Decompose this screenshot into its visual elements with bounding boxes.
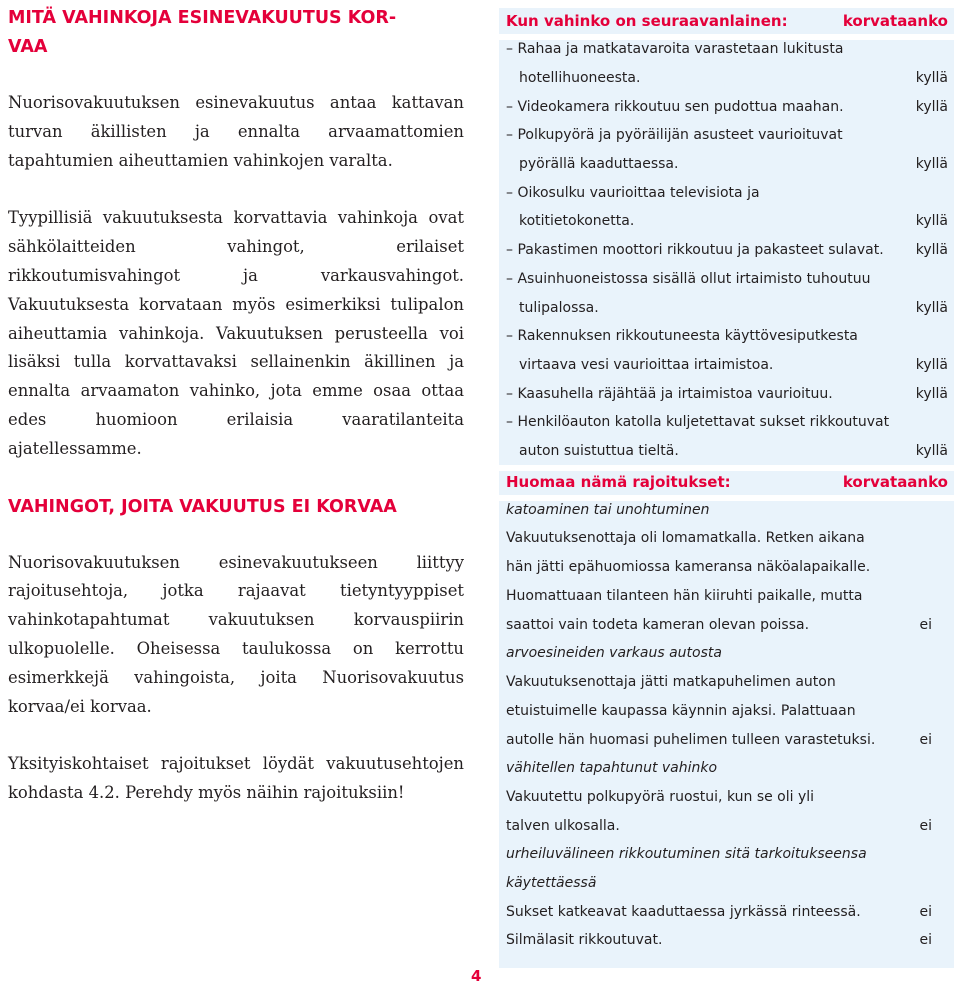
table-row: – Pakastimen moottori rikkoutuu ja pakasteet sulavat. kyllä (506, 242, 948, 258)
row-value: ei (919, 617, 932, 633)
intro-paragraph: Nuorisovakuutuksen esinevakuutus antaa kattavan turvan äkillisten ja ennalta arvaamattomien tapahtumien aiheuttamien vahinkojen varalta. (8, 93, 464, 170)
header-column: korvataanko (842, 473, 948, 491)
header-column: korvataanko (842, 12, 948, 30)
table-row: Vakuutuksenottaja oli lomamatkalla. Retken aikana (506, 530, 865, 546)
typical-damages-paragraph: Tyypillisiä vakuutuksesta korvattavia vahinkoja ovat sähkölaitteiden vahingot, erilaiset rikkoutumisvahingot ja varkausvahingot. Vakuutuksesta korvataan myös esimerkiksi tulipalon aiheuttamia vahinkoja. Vakuutuksen perusteella voi lisäksi tulla korvattavaksi sellainenkin äkillinen ja ennalta arvaamaton vahinko, jota emme osaa ottaa edes huomioon erilaisia vaaratilanteita ajatellessamme. (8, 208, 464, 458)
table-row: – Rahaa ja matkatavaroita varastetaan lukitusta (506, 41, 844, 57)
left-column (8, 4, 464, 808)
row-value: ei (919, 932, 932, 948)
row-value: kyllä (915, 99, 948, 115)
row-value: kyllä (915, 156, 948, 172)
restriction-title: käytettäessä (506, 875, 597, 891)
page-number: 4 (471, 967, 482, 985)
table-row: autolle hän huomasi puhelimen tulleen varastetuksi. ei (506, 732, 932, 748)
table-row: Vakuutuksenottaja jätti matkapuhelimen auton (506, 674, 836, 690)
section-heading-not-covered: VAHINGOT, JOITA VAKUUTUS EI KORVAA (8, 496, 397, 517)
table-row: virtaava vesi vaurioittaa irtaimistoa. kyllä (519, 357, 948, 373)
restriction-title: arvoesineiden varkaus autosta (506, 645, 722, 661)
table-row: – Kaasuhella räjähtää ja irtaimistoa vaurioituu. kyllä (506, 386, 948, 402)
table-row: – Rakennuksen rikkoutuneesta käyttövesiputkesta (506, 328, 858, 344)
coverage-table (499, 8, 954, 968)
row-value: kyllä (915, 357, 948, 373)
header-label: Huomaa nämä rajoitukset: (506, 473, 731, 491)
row-value: kyllä (915, 242, 948, 258)
table-row: etuistuimelle kaupassa käynnin ajaksi. Palattuaan (506, 703, 856, 719)
table-row: pyörällä kaaduttaessa. kyllä (519, 156, 948, 172)
table-header-covered (506, 12, 948, 30)
row-value: kyllä (915, 386, 948, 402)
row-value: kyllä (915, 443, 948, 459)
row-value: ei (919, 818, 932, 834)
section-heading-covered (8, 4, 464, 62)
table-row: – Oikosulku vaurioittaa televisiota ja (506, 185, 760, 201)
header-label: Kun vahinko on seuraavanlainen: (506, 12, 788, 30)
table-row: tulipalossa. kyllä (519, 300, 948, 316)
row-value: ei (919, 904, 932, 920)
row-value: kyllä (915, 213, 948, 229)
details-paragraph: Yksityiskohtaiset rajoitukset löydät vakuutusehtojen kohdasta 4.2. Perehdy myös näihin rajoituksiin! (8, 754, 464, 803)
table-row: – Henkilöauton katolla kuljetettavat sukset rikkoutuvat (506, 414, 890, 430)
row-value: kyllä (915, 300, 948, 316)
table-row: kotitietokonetta. kyllä (519, 213, 948, 229)
heading-line: MITÄ VAHINKOJA ESINEVAKUUTUS KOR- (8, 8, 397, 28)
table-row: – Asuinhuoneistossa sisällä ollut irtaimisto tuhoutuu (506, 271, 871, 287)
restriction-title: vähitellen tapahtunut vahinko (506, 760, 718, 776)
restriction-title: katoaminen tai unohtuminen (506, 502, 710, 518)
table-row: Vakuutettu polkupyörä ruostui, kun se oli yli (506, 789, 815, 805)
restriction-title: urheiluvälineen rikkoutuminen sitä tarkoitukseensa (506, 846, 867, 862)
restrictions-paragraph: Nuorisovakuutuksen esinevakuutukseen liittyy rajoitusehtoja, jotka rajaavat tietyntyyppiset vahinkotapahtumat vakuutuksen korvauspiirin ulkopuolelle. Oheisessa taulukossa on kerrottu esimerkkejä vahingoista, joita Nuorisovakuutus korvaa/ei korvaa. (8, 552, 464, 716)
table-row: hän jätti epähuomiossa kameransa näköalapaikalle. (506, 559, 871, 575)
row-value: ei (919, 732, 932, 748)
table-row: talven ulkosalla. ei (506, 818, 932, 834)
table-header-restrictions (506, 473, 948, 491)
table-row: hotellihuoneesta. kyllä (519, 70, 948, 86)
table-row: Silmälasit rikkoutuvat. ei (506, 932, 932, 948)
heading-line: VAA (8, 37, 48, 57)
table-row: – Polkupyörä ja pyöräilijän asusteet vaurioituvat (506, 127, 843, 143)
table-row: Sukset katkeavat kaaduttaessa jyrkässä rinteessä. ei (506, 904, 932, 920)
row-value: kyllä (915, 70, 948, 86)
table-row: saattoi vain todeta kameran olevan poissa. ei (506, 617, 932, 633)
table-row: Huomattuaan tilanteen hän kiiruhti paikalle, mutta (506, 588, 863, 604)
table-row: auton suistuttua tieltä. kyllä (519, 443, 948, 459)
table-row: – Videokamera rikkoutuu sen pudottua maahan. kyllä (506, 99, 948, 115)
